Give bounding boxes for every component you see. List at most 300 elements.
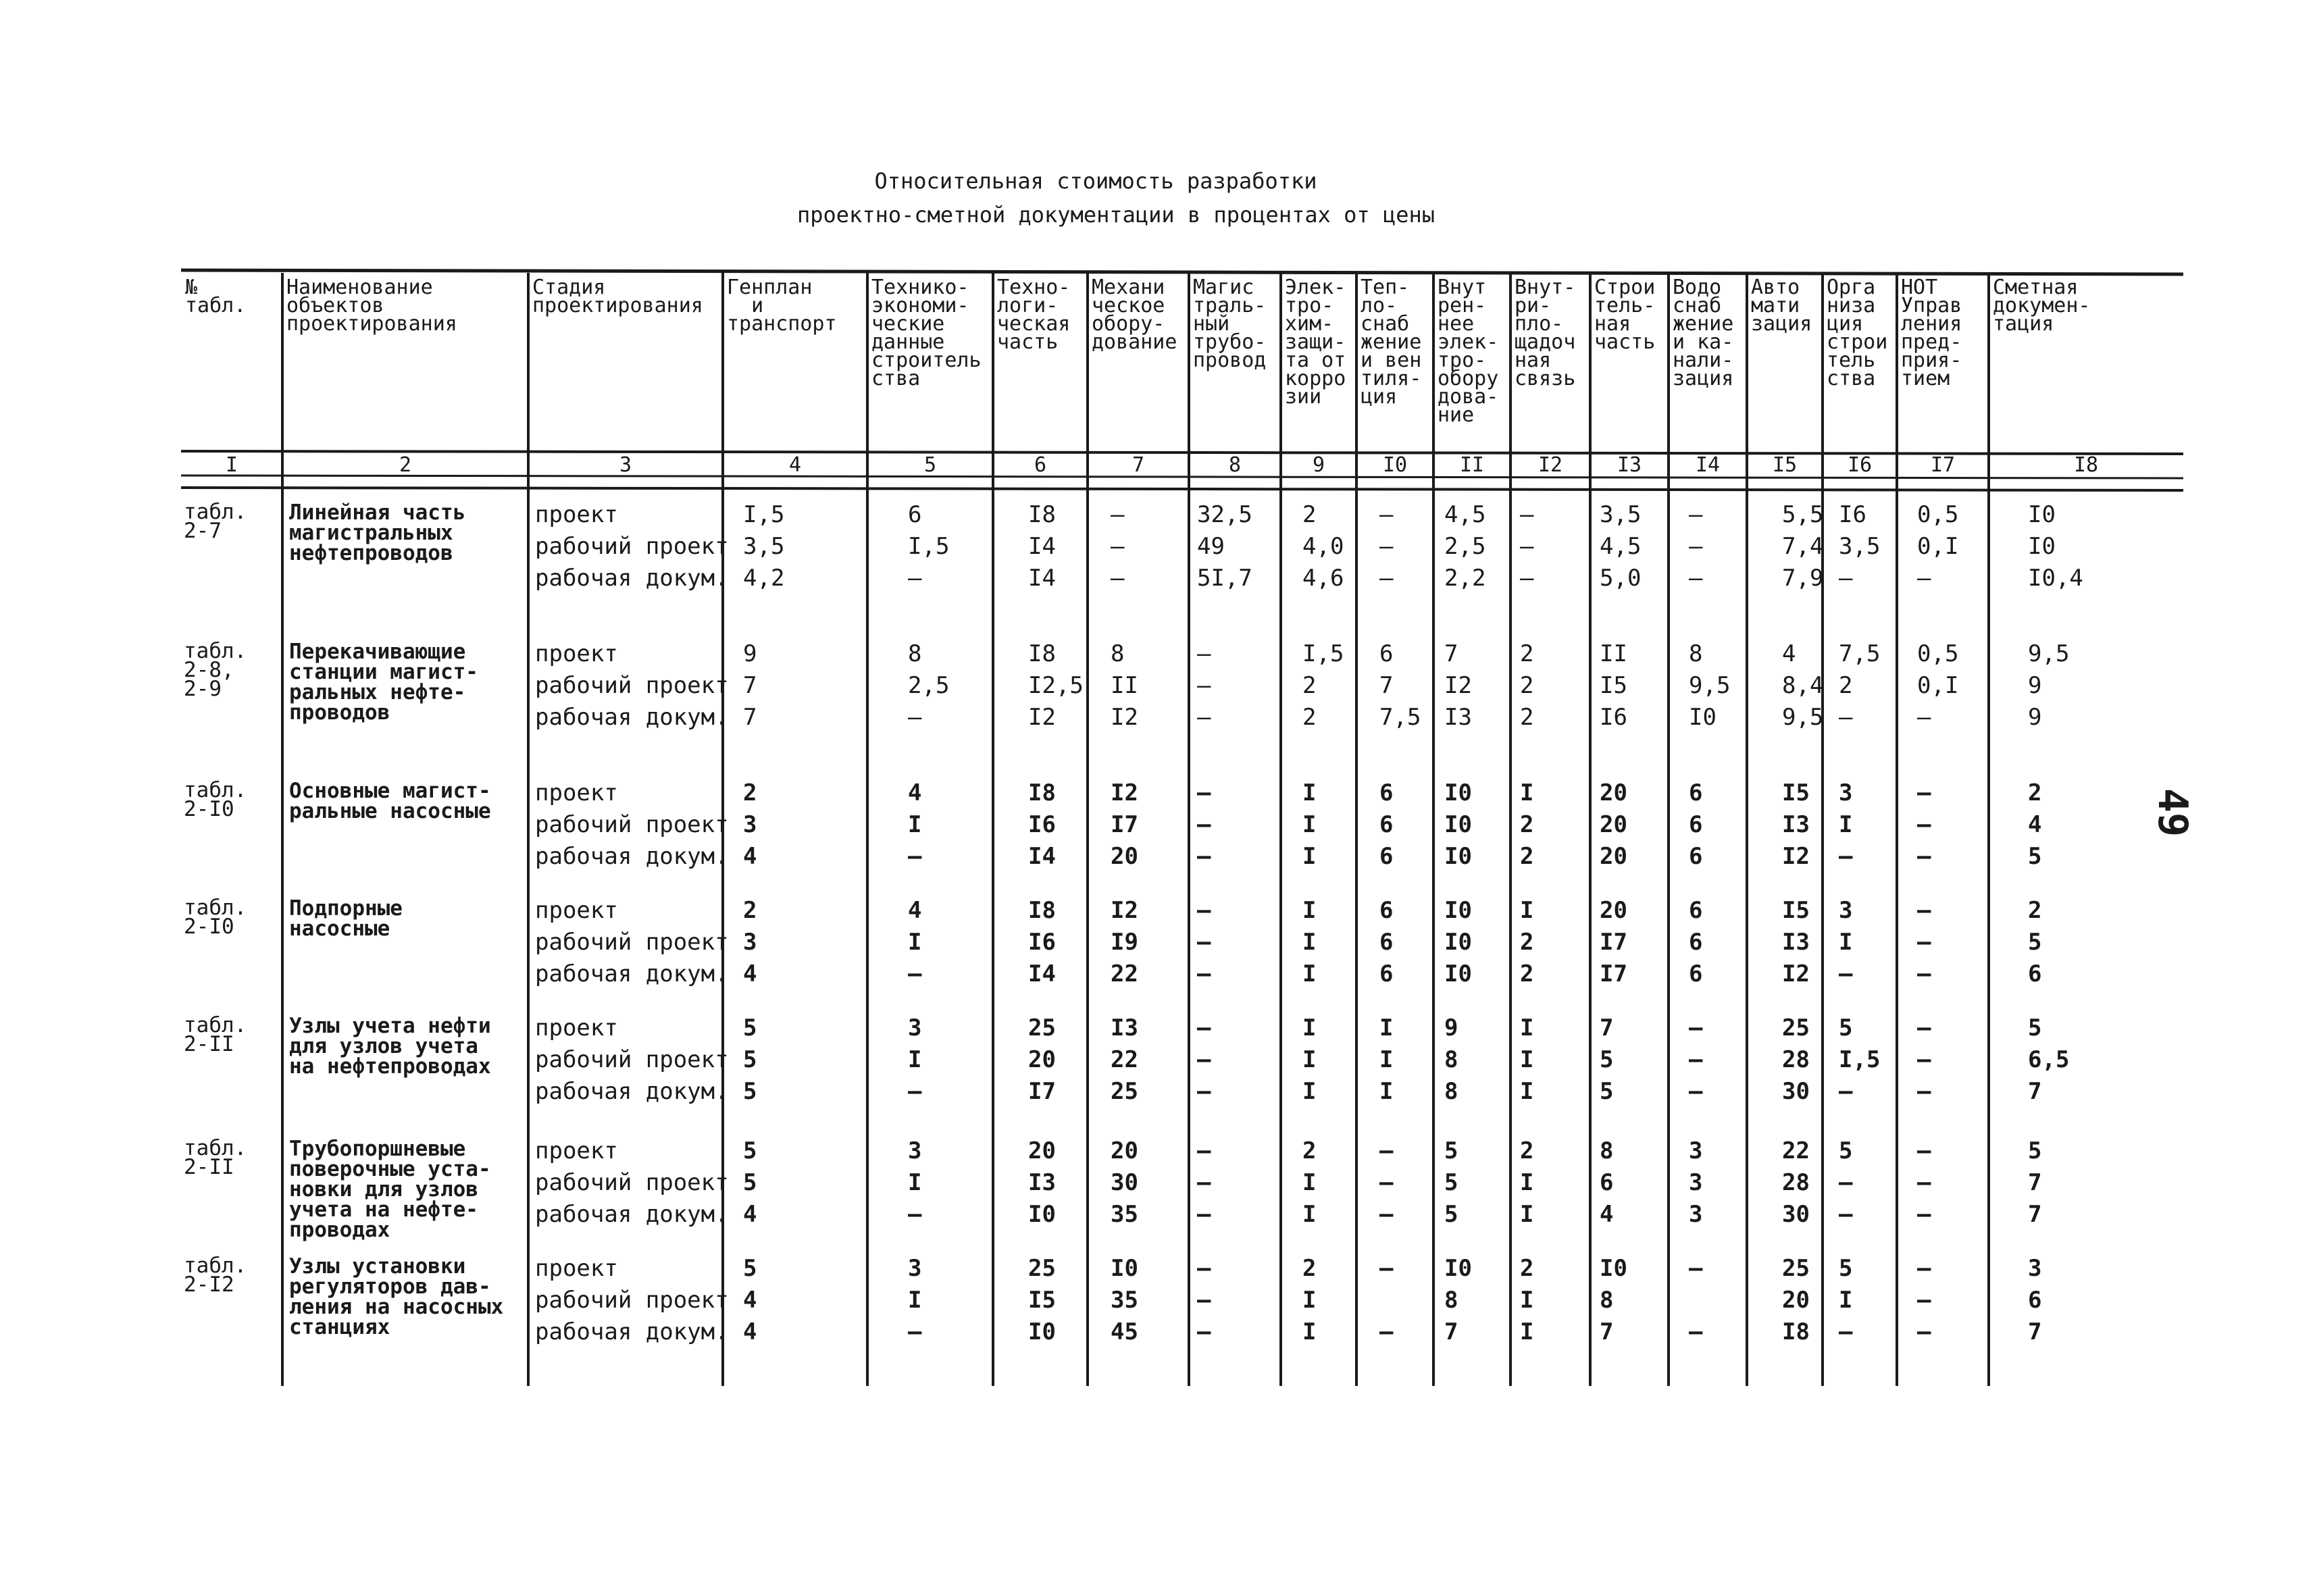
value-cell: 9,5 — [1689, 672, 1731, 699]
value-cell: – — [1379, 533, 1394, 560]
value-cell: I0 — [1444, 929, 1472, 956]
stage-cell: проект — [535, 1137, 618, 1164]
value-cell: I3 — [1782, 929, 1810, 956]
value-cell: 6 — [1689, 843, 1703, 870]
stage-cell: рабочий проект — [535, 1169, 729, 1196]
value-cell: 2 — [1302, 1137, 1317, 1164]
column-number: I — [225, 453, 238, 477]
value-cell: 9 — [2028, 672, 2042, 699]
value-cell: 4 — [908, 779, 922, 806]
stage-cell: рабочая докум. — [535, 960, 729, 987]
value-cell: 22 — [1111, 960, 1138, 987]
value-cell: I — [1302, 1318, 1317, 1345]
value-cell: 3 — [1839, 779, 1853, 806]
value-cell: – — [1111, 565, 1125, 592]
value-cell: 2 — [1520, 960, 1534, 987]
grid-line — [181, 488, 2183, 490]
value-cell: 3 — [743, 929, 757, 956]
value-cell: I3 — [1782, 811, 1810, 838]
column-number: I8 — [2073, 453, 2099, 477]
value-cell: I7 — [1600, 960, 1627, 987]
value-cell: 6 — [1379, 960, 1394, 987]
column-header: Генплан и транспорт — [727, 276, 837, 336]
column-number: 8 — [1228, 453, 1242, 477]
value-cell: 7 — [2028, 1201, 2042, 1228]
value-cell: 6 — [1379, 843, 1394, 870]
column-number: 2 — [399, 453, 412, 477]
value-cell: 2,5 — [1444, 533, 1486, 560]
value-cell: – — [908, 843, 922, 870]
value-cell: I — [1379, 1014, 1394, 1041]
value-cell: – — [1197, 1137, 1211, 1164]
value-cell: – — [1520, 501, 1534, 528]
value-cell: I — [1302, 1014, 1317, 1041]
value-cell: – — [1197, 640, 1211, 667]
value-cell: 3 — [2028, 1255, 2042, 1282]
value-cell: – — [1917, 1137, 1931, 1164]
value-cell: – — [1689, 501, 1703, 528]
value-cell: 9 — [1444, 1014, 1458, 1041]
value-cell: 7 — [1600, 1014, 1614, 1041]
stage-cell: рабочая докум. — [535, 1201, 729, 1228]
value-cell: I2 — [1111, 897, 1138, 924]
column-number: I4 — [1695, 453, 1721, 477]
value-cell: 5 — [743, 1046, 757, 1073]
value-cell: – — [1917, 929, 1931, 956]
stage-cell: проект — [535, 897, 618, 924]
table-ref: табл. 2-8, 2-9 — [184, 639, 247, 701]
value-cell: 7 — [1379, 672, 1394, 699]
value-cell: I6 — [1028, 811, 1056, 838]
value-cell: 25 — [1111, 1078, 1138, 1105]
value-cell: 7,9 — [1782, 565, 1824, 592]
table-ref: табл. 2-7 — [184, 500, 247, 543]
value-cell: I2 — [1028, 704, 1056, 731]
value-cell: 20 — [1028, 1046, 1056, 1073]
value-cell: I7 — [1111, 811, 1138, 838]
value-cell: I — [1520, 1287, 1534, 1314]
page-title-line-2: проектно-сметной документации в процентах от цены — [796, 202, 1435, 228]
value-cell: I6 — [1028, 929, 1056, 956]
value-cell: 4,0 — [1302, 533, 1344, 560]
value-cell: 2,2 — [1444, 565, 1486, 592]
value-cell: 4 — [743, 1318, 757, 1345]
value-cell: I — [1302, 1201, 1317, 1228]
value-cell: I8 — [1028, 640, 1056, 667]
value-cell: 2 — [1520, 1137, 1534, 1164]
value-cell: I7 — [1028, 1078, 1056, 1105]
column-number: 6 — [1034, 453, 1047, 477]
column-header: Авто мати зация — [1751, 276, 1812, 336]
value-cell: 20 — [1111, 843, 1138, 870]
value-cell: 5 — [743, 1137, 757, 1164]
stage-cell: рабочая докум. — [535, 1318, 729, 1345]
value-cell: 7 — [2028, 1169, 2042, 1196]
value-cell: 5 — [1444, 1201, 1458, 1228]
value-cell: 4 — [743, 1201, 757, 1228]
stage-cell: рабочая докум. — [535, 843, 729, 870]
value-cell: 7 — [1600, 1318, 1614, 1345]
value-cell: 30 — [1111, 1169, 1138, 1196]
value-cell: – — [1917, 897, 1931, 924]
stage-cell: рабочая докум. — [535, 704, 729, 731]
value-cell: – — [1379, 1318, 1394, 1345]
page-number: 49 — [2149, 788, 2197, 838]
value-cell: – — [1839, 1318, 1853, 1345]
value-cell: I5 — [1782, 779, 1810, 806]
value-cell: 6 — [1689, 929, 1703, 956]
value-cell: 7,5 — [1379, 704, 1421, 731]
value-cell: – — [1917, 811, 1931, 838]
value-cell: 4 — [743, 843, 757, 870]
value-cell: I — [908, 811, 922, 838]
value-cell: 7,5 — [1839, 640, 1881, 667]
value-cell: – — [1197, 811, 1211, 838]
value-cell: I0 — [1111, 1255, 1138, 1282]
value-cell: 5 — [743, 1078, 757, 1105]
object-name: Перекачивающие станции магист- ральных нефте- проводов — [289, 640, 478, 725]
value-cell: – — [1197, 929, 1211, 956]
value-cell: 7 — [743, 704, 757, 731]
object-name: Основные магист- ральные насосные — [289, 779, 491, 823]
column-number: I7 — [1930, 453, 1956, 477]
value-cell: 2 — [1302, 704, 1317, 731]
value-cell: I — [1302, 1287, 1317, 1314]
value-cell: 30 — [1782, 1078, 1810, 1105]
column-number: I6 — [1847, 453, 1873, 477]
value-cell: 8,4 — [1782, 672, 1824, 699]
value-cell: – — [1197, 1201, 1211, 1228]
value-cell: – — [1917, 1255, 1931, 1282]
value-cell: 6 — [1689, 960, 1703, 987]
column-header: Сметная докумен- тация — [1993, 276, 2091, 336]
column-header: Внут- ри- пло- щадоч ная связь — [1515, 276, 1576, 390]
value-cell: 8 — [1444, 1287, 1458, 1314]
value-cell: – — [1917, 1169, 1931, 1196]
value-cell: 8 — [1444, 1046, 1458, 1073]
value-cell: I — [1302, 779, 1317, 806]
value-cell: 9,5 — [1782, 704, 1824, 731]
value-cell: I8 — [1782, 1318, 1810, 1345]
value-cell: 4,5 — [1600, 533, 1642, 560]
value-cell: I — [908, 1169, 922, 1196]
value-cell: – — [908, 1078, 922, 1105]
value-cell: 28 — [1782, 1169, 1810, 1196]
value-cell: 7 — [2028, 1318, 2042, 1345]
column-header: Наименование объектов проектирования — [286, 276, 457, 336]
value-cell: 5,5 — [1782, 501, 1824, 528]
value-cell: I8 — [1028, 897, 1056, 924]
value-cell: 0,I — [1917, 533, 1959, 560]
value-cell: 7 — [2028, 1078, 2042, 1105]
value-cell: I — [1302, 929, 1317, 956]
value-cell: – — [1917, 960, 1931, 987]
value-cell: 7 — [743, 672, 757, 699]
column-header: Внут рен- нее элек- тро- обору дова- ние — [1438, 276, 1499, 427]
value-cell: I4 — [1028, 843, 1056, 870]
value-cell: I0 — [1444, 897, 1472, 924]
value-cell: 2,5 — [908, 672, 950, 699]
value-cell: – — [1839, 565, 1853, 592]
stage-cell: проект — [535, 501, 618, 528]
value-cell: – — [1917, 1014, 1931, 1041]
value-cell: – — [908, 1318, 922, 1345]
value-cell: 32,5 — [1197, 501, 1252, 528]
value-cell: I4 — [1028, 960, 1056, 987]
value-cell: I3 — [1111, 1014, 1138, 1041]
value-cell: 6 — [1600, 1169, 1614, 1196]
value-cell: – — [1917, 1287, 1931, 1314]
value-cell: 25 — [1782, 1014, 1810, 1041]
stage-cell: рабочий проект — [535, 672, 729, 699]
value-cell: I — [1520, 1201, 1534, 1228]
stage-cell: рабочий проект — [535, 1046, 729, 1073]
value-cell: 25 — [1028, 1014, 1056, 1041]
value-cell: 6 — [1379, 897, 1394, 924]
column-number: I2 — [1537, 453, 1563, 477]
value-cell: I3 — [1444, 704, 1472, 731]
value-cell: – — [1379, 1169, 1394, 1196]
value-cell: 8 — [1600, 1137, 1614, 1164]
value-cell: – — [1111, 533, 1125, 560]
value-cell: 5 — [1444, 1169, 1458, 1196]
value-cell: 20 — [1600, 843, 1627, 870]
object-name: Подпорные насосные — [289, 896, 403, 941]
value-cell: I — [1520, 1014, 1534, 1041]
value-cell: – — [1689, 565, 1703, 592]
value-cell: II — [1111, 672, 1138, 699]
value-cell: – — [1839, 960, 1853, 987]
value-cell: 6 — [1379, 929, 1394, 956]
value-cell: 5 — [2028, 929, 2042, 956]
column-header: Технико- экономи- ческие данные строитель ства — [871, 276, 982, 390]
value-cell: – — [1917, 1078, 1931, 1105]
value-cell: I — [1302, 1169, 1317, 1196]
value-cell: 4 — [1600, 1201, 1614, 1228]
value-cell: 20 — [1600, 811, 1627, 838]
value-cell: – — [1197, 704, 1211, 731]
value-cell: I2 — [1782, 843, 1810, 870]
value-cell: 6 — [1379, 779, 1394, 806]
value-cell: 30 — [1782, 1201, 1810, 1228]
value-cell: – — [1917, 1318, 1931, 1345]
value-cell: I0 — [1444, 811, 1472, 838]
value-cell: 3 — [1689, 1169, 1703, 1196]
value-cell: – — [1689, 533, 1703, 560]
column-number: 5 — [923, 453, 937, 477]
column-number: 9 — [1312, 453, 1325, 477]
value-cell: I — [1302, 811, 1317, 838]
value-cell: 4 — [908, 897, 922, 924]
value-cell: – — [1197, 897, 1211, 924]
value-cell: 5 — [1600, 1078, 1614, 1105]
value-cell: I — [1520, 897, 1534, 924]
table-ref: табл. 2-I0 — [184, 896, 247, 939]
value-cell: – — [1689, 1318, 1703, 1345]
value-cell: – — [1839, 1169, 1853, 1196]
stage-cell: рабочий проект — [535, 533, 729, 560]
column-header: Магис траль- ный трубо- провод — [1193, 276, 1267, 372]
value-cell: I — [1839, 811, 1853, 838]
value-cell: 6 — [908, 501, 922, 528]
value-cell: 6 — [1379, 811, 1394, 838]
value-cell: I0 — [1028, 1318, 1056, 1345]
column-header: Строи тель- ная часть — [1594, 276, 1656, 354]
column-number: I3 — [1617, 453, 1642, 477]
value-cell: – — [1197, 672, 1211, 699]
value-cell: – — [1689, 1255, 1703, 1282]
value-cell: 2 — [1520, 811, 1534, 838]
value-cell: I,5 — [743, 501, 785, 528]
column-number: 4 — [788, 453, 802, 477]
value-cell: 6 — [2028, 1287, 2042, 1314]
value-cell: 4,5 — [1444, 501, 1486, 528]
value-cell: I — [1520, 1318, 1534, 1345]
stage-cell: рабочая докум. — [535, 1078, 729, 1105]
value-cell: 8 — [1600, 1287, 1614, 1314]
value-cell: I0 — [1444, 1255, 1472, 1282]
value-cell: 8 — [1111, 640, 1125, 667]
table-ref: табл. 2-II — [184, 1013, 247, 1056]
value-cell: 0,5 — [1917, 501, 1959, 528]
value-cell: 4,2 — [743, 565, 785, 592]
value-cell: I2 — [1111, 779, 1138, 806]
value-cell: 5 — [2028, 1137, 2042, 1164]
value-cell: – — [1839, 843, 1853, 870]
value-cell: 49 — [1197, 533, 1225, 560]
column-number: 7 — [1132, 453, 1145, 477]
value-cell: I — [1302, 1078, 1317, 1105]
value-cell: 5 — [1839, 1014, 1853, 1041]
value-cell: 2 — [1520, 672, 1534, 699]
value-cell: 3 — [908, 1255, 922, 1282]
value-cell: – — [908, 1201, 922, 1228]
value-cell: II — [1600, 640, 1627, 667]
value-cell: I — [1379, 1046, 1394, 1073]
stage-cell: рабочая докум. — [535, 565, 729, 592]
value-cell: I2 — [1111, 704, 1138, 731]
value-cell: I8 — [1028, 779, 1056, 806]
value-cell: 5 — [2028, 1014, 2042, 1041]
value-cell: – — [1839, 1078, 1853, 1105]
value-cell: – — [1197, 779, 1211, 806]
value-cell: I — [1302, 897, 1317, 924]
value-cell: – — [1520, 533, 1534, 560]
value-cell: 7 — [1444, 1318, 1458, 1345]
value-cell: I0 — [1600, 1255, 1627, 1282]
stage-cell: проект — [535, 1255, 618, 1282]
stage-cell: рабочий проект — [535, 929, 729, 956]
value-cell: I — [1520, 1078, 1534, 1105]
value-cell: – — [1197, 1046, 1211, 1073]
stage-cell: рабочий проект — [535, 1287, 729, 1314]
value-cell: 2 — [1520, 704, 1534, 731]
value-cell: I6 — [1600, 704, 1627, 731]
value-cell: 9,5 — [2028, 640, 2070, 667]
value-cell: 3,5 — [1839, 533, 1881, 560]
value-cell: 35 — [1111, 1287, 1138, 1314]
value-cell: – — [908, 704, 922, 731]
value-cell: I — [1302, 1046, 1317, 1073]
value-cell: 5 — [743, 1014, 757, 1041]
value-cell: I — [908, 929, 922, 956]
value-cell: 5 — [1839, 1255, 1853, 1282]
value-cell: 2 — [1520, 929, 1534, 956]
value-cell: – — [1839, 704, 1853, 731]
column-header: Элек- тро- хим- защи- та от корро зии — [1285, 276, 1346, 409]
value-cell: – — [1379, 501, 1394, 528]
value-cell: – — [1917, 565, 1931, 592]
value-cell: 3,5 — [743, 533, 785, 560]
value-cell: 9 — [2028, 704, 2042, 731]
value-cell: – — [1111, 501, 1125, 528]
value-cell: – — [1689, 1046, 1703, 1073]
value-cell: 2 — [1520, 1255, 1534, 1282]
value-cell: I0 — [2028, 501, 2056, 528]
value-cell: 2 — [1302, 672, 1317, 699]
value-cell: – — [1520, 565, 1534, 592]
value-cell: – — [1689, 1078, 1703, 1105]
value-cell: I — [1302, 843, 1317, 870]
value-cell: – — [1379, 1201, 1394, 1228]
value-cell: I0 — [1444, 843, 1472, 870]
value-cell: 6 — [1689, 779, 1703, 806]
column-number: I0 — [1382, 453, 1408, 477]
value-cell: I — [1520, 1046, 1534, 1073]
value-cell: 2 — [1520, 843, 1534, 870]
value-cell: – — [1917, 1201, 1931, 1228]
value-cell: – — [1689, 1014, 1703, 1041]
value-cell: I0,4 — [2028, 565, 2083, 592]
value-cell: 5 — [1600, 1046, 1614, 1073]
value-cell: – — [1197, 843, 1211, 870]
value-cell: I — [908, 1287, 922, 1314]
value-cell: 8 — [1444, 1078, 1458, 1105]
value-cell: I — [908, 1046, 922, 1073]
value-cell: I,5 — [908, 533, 950, 560]
value-cell: I0 — [1028, 1201, 1056, 1228]
value-cell: 2 — [1302, 501, 1317, 528]
value-cell: I — [1839, 1287, 1853, 1314]
value-cell: – — [908, 960, 922, 987]
value-cell: – — [1197, 1078, 1211, 1105]
value-cell: 6 — [2028, 960, 2042, 987]
value-cell: 20 — [1600, 897, 1627, 924]
value-cell: I — [1520, 1169, 1534, 1196]
value-cell: 5 — [743, 1169, 757, 1196]
value-cell: I0 — [1444, 779, 1472, 806]
column-header: Стадия проектирования — [532, 276, 703, 317]
value-cell: 3 — [1689, 1137, 1703, 1164]
value-cell: 2 — [1302, 1255, 1317, 1282]
value-cell: 20 — [1111, 1137, 1138, 1164]
column-number: II — [1459, 453, 1485, 477]
stage-cell: проект — [535, 640, 618, 667]
value-cell: 25 — [1782, 1255, 1810, 1282]
value-cell: 45 — [1111, 1318, 1138, 1345]
table-ref: табл. 2-I2 — [184, 1254, 247, 1297]
value-cell: 5I,7 — [1197, 565, 1252, 592]
value-cell: I — [1520, 779, 1534, 806]
table-ref: табл. 2-I0 — [184, 778, 247, 821]
value-cell: 5 — [743, 1255, 757, 1282]
value-cell: 3 — [1839, 897, 1853, 924]
value-cell: I — [1839, 929, 1853, 956]
value-cell: 8 — [908, 640, 922, 667]
object-name: Трубопоршневые поверочные уста- новки для узлов учета на нефте- проводах — [289, 1137, 491, 1242]
value-cell: 28 — [1782, 1046, 1810, 1073]
object-name: Узлы учета нефти для узлов учета на нефтепроводах — [289, 1014, 491, 1079]
